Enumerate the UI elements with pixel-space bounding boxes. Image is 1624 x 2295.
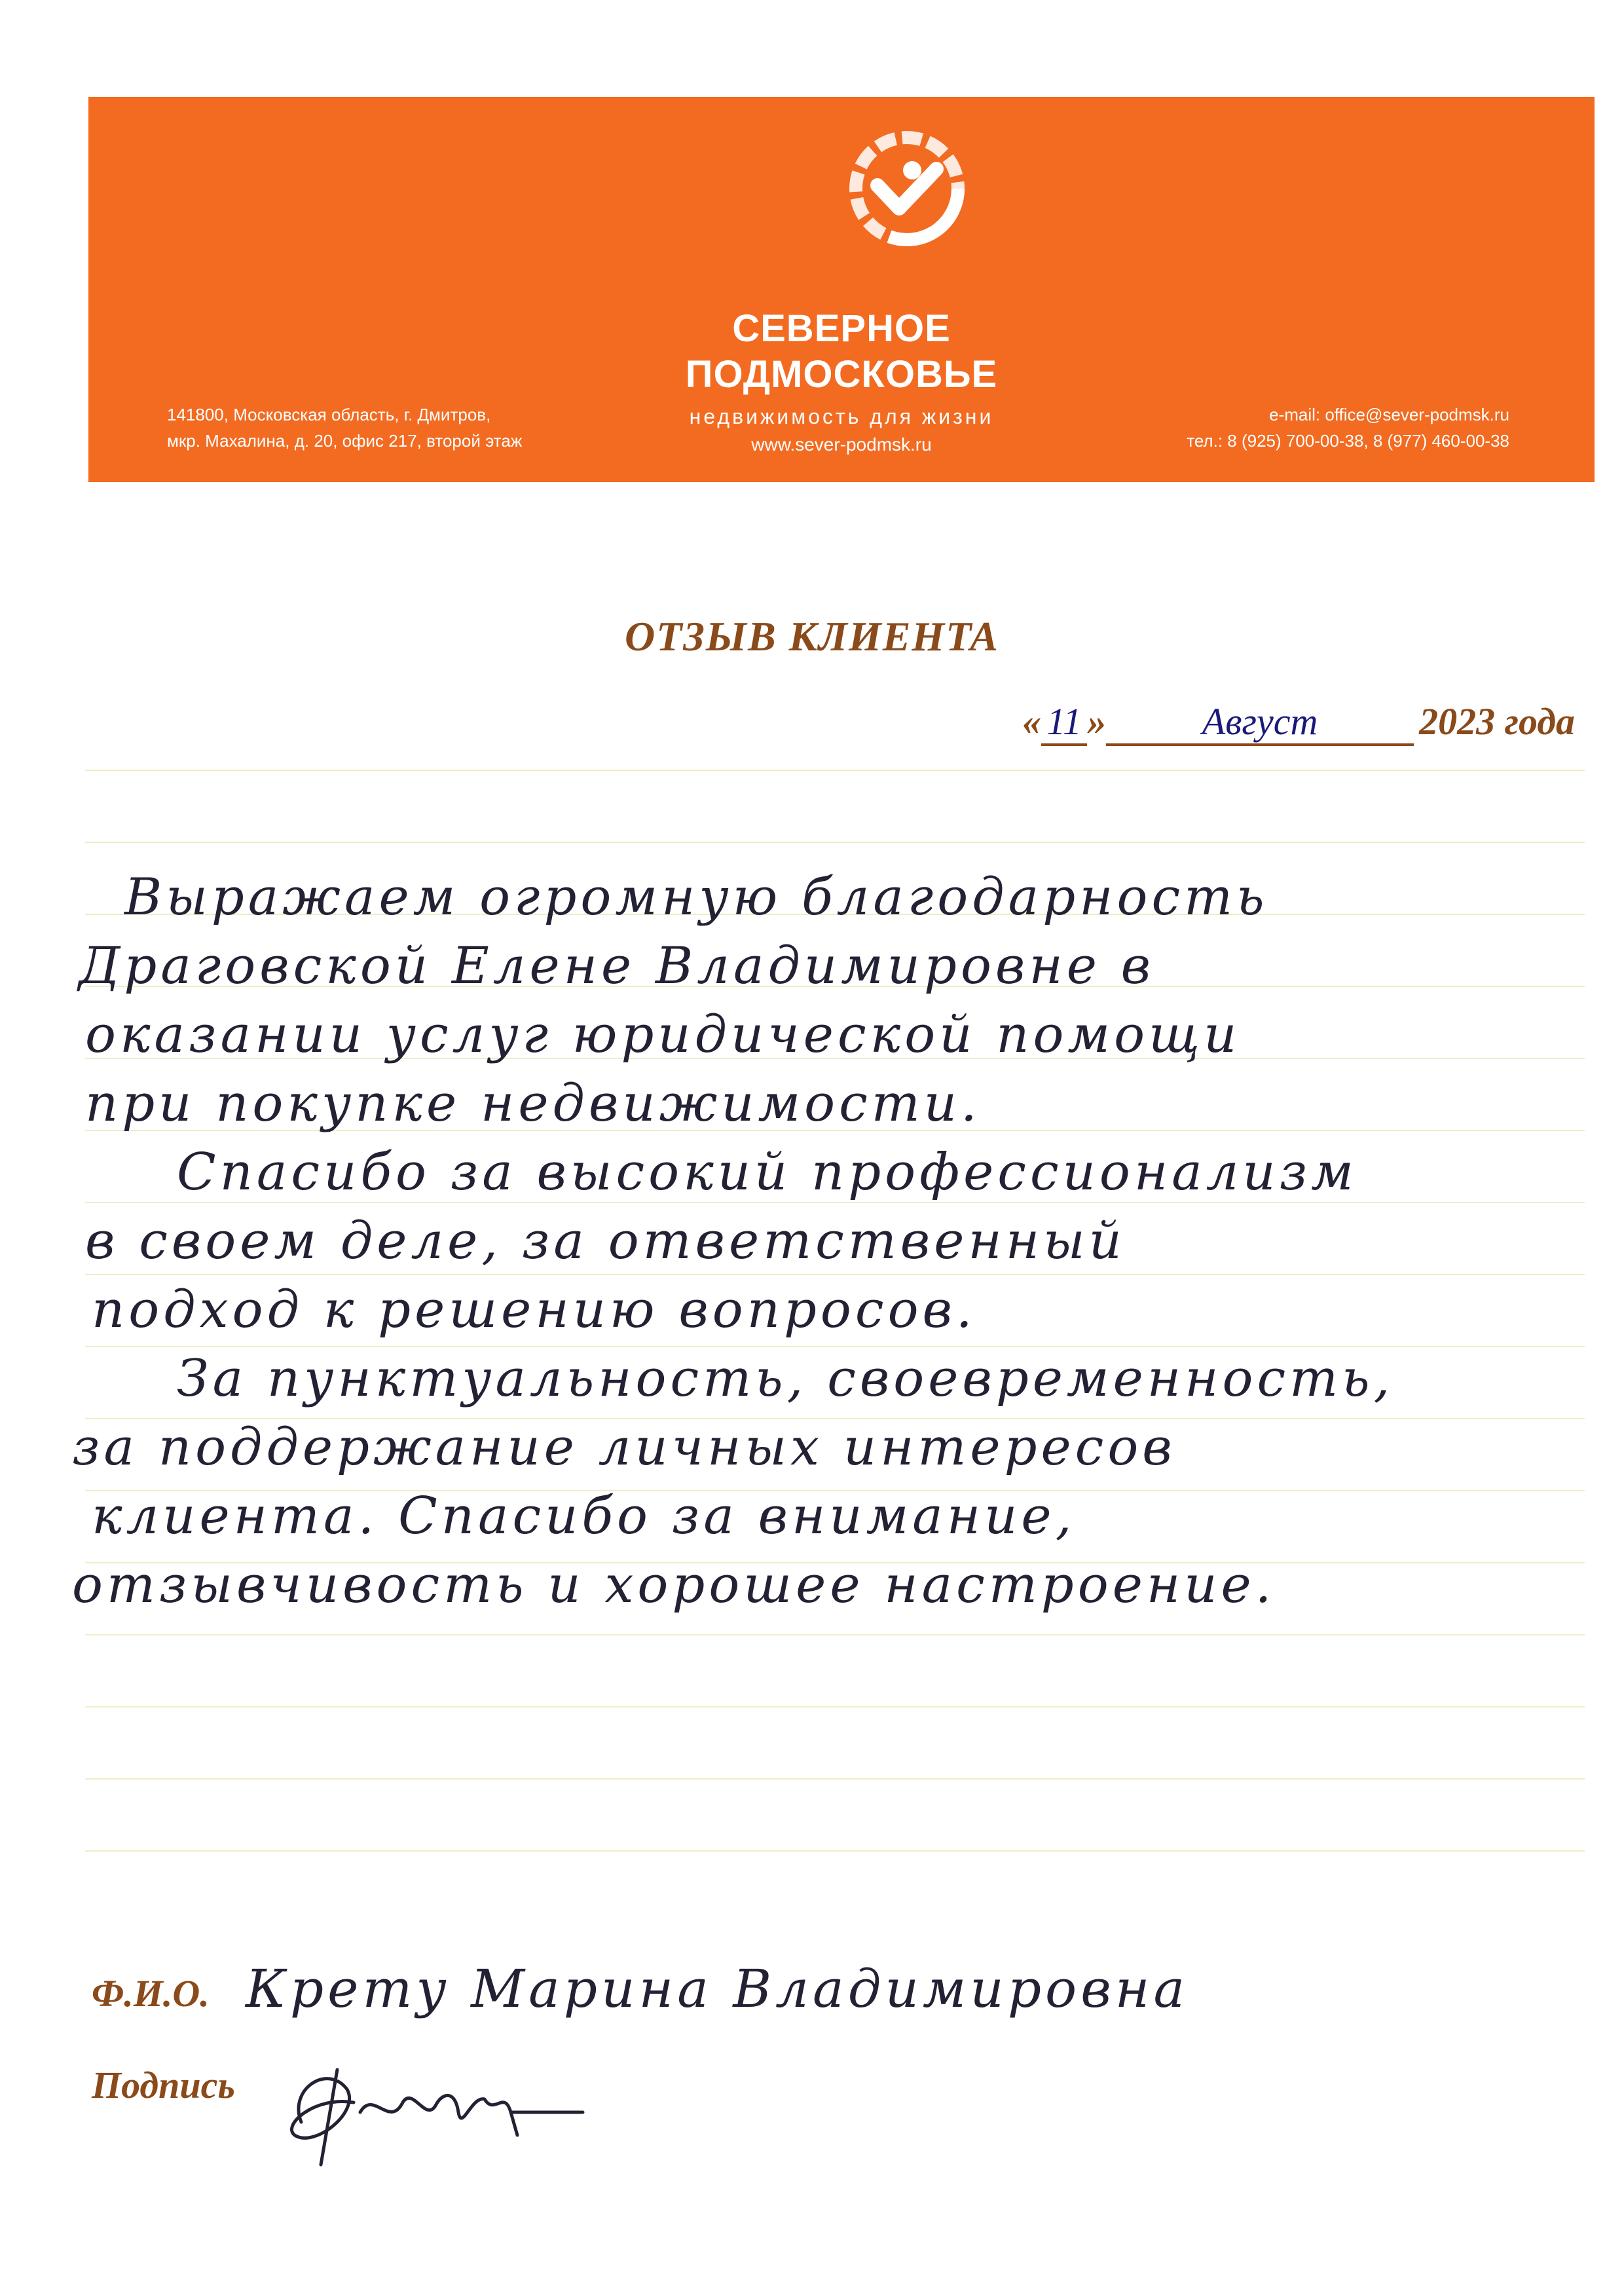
rule-line [85, 770, 1585, 771]
rule-line [85, 1274, 1585, 1275]
contact-phones: тел.: 8 (925) 700-00-38, 8 (977) 460-00-38 [1187, 431, 1509, 451]
address-line1: 141800, Московская область, г. Дмитров, [167, 405, 491, 424]
body-line: в своем деле, за ответственный [85, 1212, 1126, 1271]
checkmark-person-ring-icon [841, 123, 972, 254]
rule-line [85, 842, 1585, 843]
fio-value: Крету Марина Владимировна [246, 1958, 1189, 2019]
body-line: Спасибо за высокий профессионализм [177, 1143, 1357, 1202]
rule-line [85, 1202, 1585, 1203]
body-line: при покупке недвижимости. [85, 1074, 981, 1133]
signature-label: Подпись [92, 2064, 235, 2106]
rule-line [85, 1634, 1585, 1635]
date-day: 11 [1041, 700, 1087, 746]
date-open-quote: « [1022, 700, 1042, 743]
document-date [1022, 700, 1575, 746]
date-year: 2023 года [1419, 700, 1575, 743]
brand-name-line2: ПОДМОСКОВЬЕ [685, 353, 998, 396]
company-header-banner [88, 97, 1595, 482]
body-line: За пунктуальность, своевременность, [177, 1349, 1394, 1408]
handwritten-signature [275, 2050, 589, 2168]
body-line: клиента. Спасибо за внимание, [92, 1487, 1076, 1546]
rule-line [85, 1706, 1585, 1707]
rule-line [85, 1346, 1585, 1347]
date-month: Август [1106, 700, 1414, 746]
brand-name-line1: СЕВЕРНОЕ [732, 307, 951, 350]
company-website: www.sever-podmsk.ru [751, 434, 932, 455]
contact-email: e-mail: office@sever-podmsk.ru [1269, 405, 1509, 424]
rule-line [85, 1778, 1585, 1780]
body-line: оказании услуг юридической помощи [85, 1005, 1241, 1064]
body-line: за поддержание личных интересов [72, 1418, 1176, 1477]
date-close-quote: » [1087, 700, 1107, 743]
document-title: ОТЗЫВ КЛИЕНТА [625, 613, 999, 660]
body-line: Выражаем огромную благодарность [124, 868, 1268, 927]
rule-line [85, 1850, 1585, 1852]
body-line: отзывчивость и хорошее настроение. [72, 1556, 1276, 1614]
brand-tagline: недвижимость для жизни [689, 405, 994, 428]
body-line: подход к решению вопросов. [92, 1280, 976, 1339]
address-line2: мкр. Махалина, д. 20, офис 217, второй этаж [167, 431, 523, 451]
fio-label: Ф.И.О. [92, 1972, 210, 2015]
body-line: Драговской Елене Владимировне в [79, 937, 1155, 996]
